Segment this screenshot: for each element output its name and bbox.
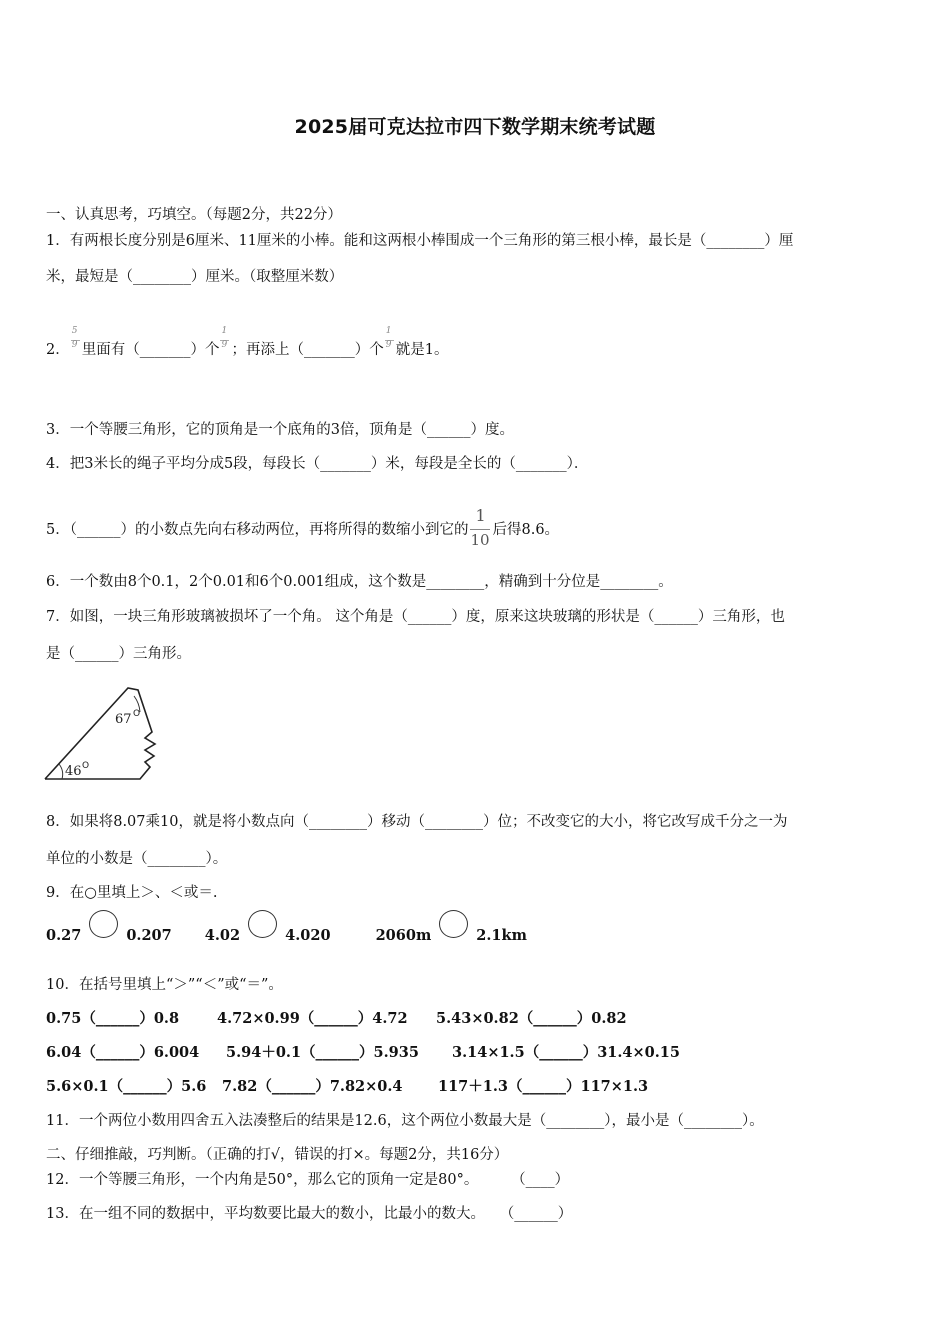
fraction-1-9-second [384, 326, 396, 360]
compare-expression: 0.75（______）0.8 [46, 1010, 180, 1027]
question-5-text-1: 5．（______）的小数点先向右移动两位，再将所得的数缩小到它的 [46, 522, 469, 538]
bottom-angle-label: 46 [65, 764, 82, 779]
question-12-text: 12．一个等腰三角形，一个内角是50°，那么它的顶角一定是80°。 [46, 1172, 479, 1188]
compare-right: 0.207 [126, 927, 172, 944]
compare-expression: 5.43×0.82（______）0.82 [436, 1010, 627, 1027]
question-9-items [46, 910, 527, 944]
fraction-numerator: 5 [71, 326, 78, 336]
page-title: 2025届可克达拉市四下数学期末统考试题 [294, 116, 656, 138]
question-10-row-1 [46, 1007, 627, 1028]
section-2-heading: 二、仔细推敲，巧判断。（正确的打√，错误的打×。每题2分，共16分） [46, 1147, 509, 1163]
fraction-numerator: 1 [385, 326, 392, 336]
answer-circle[interactable] [248, 910, 277, 938]
fraction-numerator: 1 [221, 326, 228, 336]
fraction-1-10 [468, 508, 492, 548]
compare-left: 2060m [375, 927, 432, 944]
bottom-angle-arc [59, 764, 63, 779]
bottom-degree-mark: O [82, 761, 90, 771]
question-8-line-1: 8．如果将8.07乘10，就是将小数点向（________）移动（________）位；不改变它的大小，将它改写成千分之一为 [46, 814, 788, 830]
compare-right: 2.1km [476, 927, 527, 944]
answer-circle[interactable] [89, 910, 118, 938]
question-8-line-2: 单位的小数是（________）。 [46, 851, 228, 867]
question-7-line-1: 7．如图，一块三角形玻璃被损坏了一个角。 这个角是（______）度，原来这块玻璃的形状是（______）三角形，也 [46, 609, 785, 625]
fraction-5-9 [70, 326, 82, 360]
question-13 [46, 1202, 572, 1223]
question-13-text: 13．在一组不同的数据中，平均数要比最大的数小，比最小的数大。 [46, 1206, 485, 1222]
question-2 [46, 326, 449, 360]
question-7-line-2: 是（______）三角形。 [46, 646, 191, 662]
compare-expression: 4.72×0.99（______）4.72 [217, 1010, 408, 1027]
compare-expression: 5.6×0.1（______）5.6 [46, 1078, 207, 1095]
fraction-denominator: 9 [385, 340, 392, 350]
question-10-row-3 [46, 1075, 648, 1096]
question-9-heading: 9．在○里填上＞、＜或＝. [46, 885, 218, 901]
broken-triangle-figure [40, 682, 170, 786]
compare-expression: 5.94＋0.1（______）5.935 [226, 1044, 419, 1061]
fraction-1-9 [219, 326, 231, 360]
fraction-numerator: 1 [475, 506, 486, 525]
compare-item [205, 910, 331, 944]
compare-expression: 117＋1.3（______）117×1.3 [438, 1078, 649, 1095]
question-5 [46, 508, 559, 548]
fraction-denominator: 10 [470, 531, 490, 549]
question-11: 11．一个两位小数用四舍五入法凑整后的结果是12.6，这个两位小数最大是（________），最小是（________）。 [46, 1113, 764, 1129]
question-5-text-2: 后得8.6。 [492, 522, 560, 538]
question-12 [46, 1168, 569, 1189]
question-6: 6．一个数由8个0.1，2个0.01和6个0.001组成，这个数是________，精确到十分位是________。 [46, 574, 673, 590]
section-1-heading: 一、认真思考，巧填空。（每题2分，共22分） [46, 207, 342, 223]
answer-circle[interactable] [439, 910, 468, 938]
compare-item [46, 910, 172, 944]
question-1-line-2: 米，最短是（________）厘米。（取整厘米数） [46, 269, 344, 285]
compare-expression: 6.04（______）6.004 [46, 1044, 200, 1061]
compare-expression: 3.14×1.5（______）31.4×0.15 [452, 1044, 680, 1061]
question-10-heading: 10．在括号里填上“＞”“＜”或“＝”。 [46, 977, 283, 993]
question-4: 4．把3米长的绳子平均分成5段，每段长（_______）米，每段是全长的（_______）． [46, 456, 589, 472]
top-angle-label: 67 [115, 712, 132, 727]
fraction-denominator: 9 [71, 340, 78, 350]
question-2-number: 2． [46, 342, 70, 358]
question-10-row-2 [46, 1041, 680, 1062]
compare-left: 0.27 [46, 927, 82, 944]
question-2-text-3: 就是1。 [395, 342, 449, 358]
question-1-line-1: 1．有两根长度分别是6厘米、11厘米的小棒。能和这两根小棒围成一个三角形的第三根小棒，最长是（________）厘 [46, 233, 794, 249]
top-degree-mark: O [133, 709, 141, 719]
question-2-text-1: 里面有（_______）个 [81, 342, 220, 358]
fraction-denominator: 9 [221, 340, 228, 350]
compare-item [376, 910, 527, 944]
triangle-outline [45, 688, 155, 779]
question-2-text-2: ；再添上（_______）个 [231, 342, 384, 358]
compare-left: 4.02 [204, 927, 241, 944]
compare-right: 4.020 [285, 927, 331, 944]
compare-expression: 7.82（______）7.82×0.4 [222, 1078, 403, 1095]
answer-blank[interactable]: （____） [518, 1172, 570, 1188]
answer-blank[interactable]: （______） [506, 1206, 573, 1222]
question-3: 3．一个等腰三角形，它的顶角是一个底角的3倍，顶角是（______）度。 [46, 422, 514, 438]
